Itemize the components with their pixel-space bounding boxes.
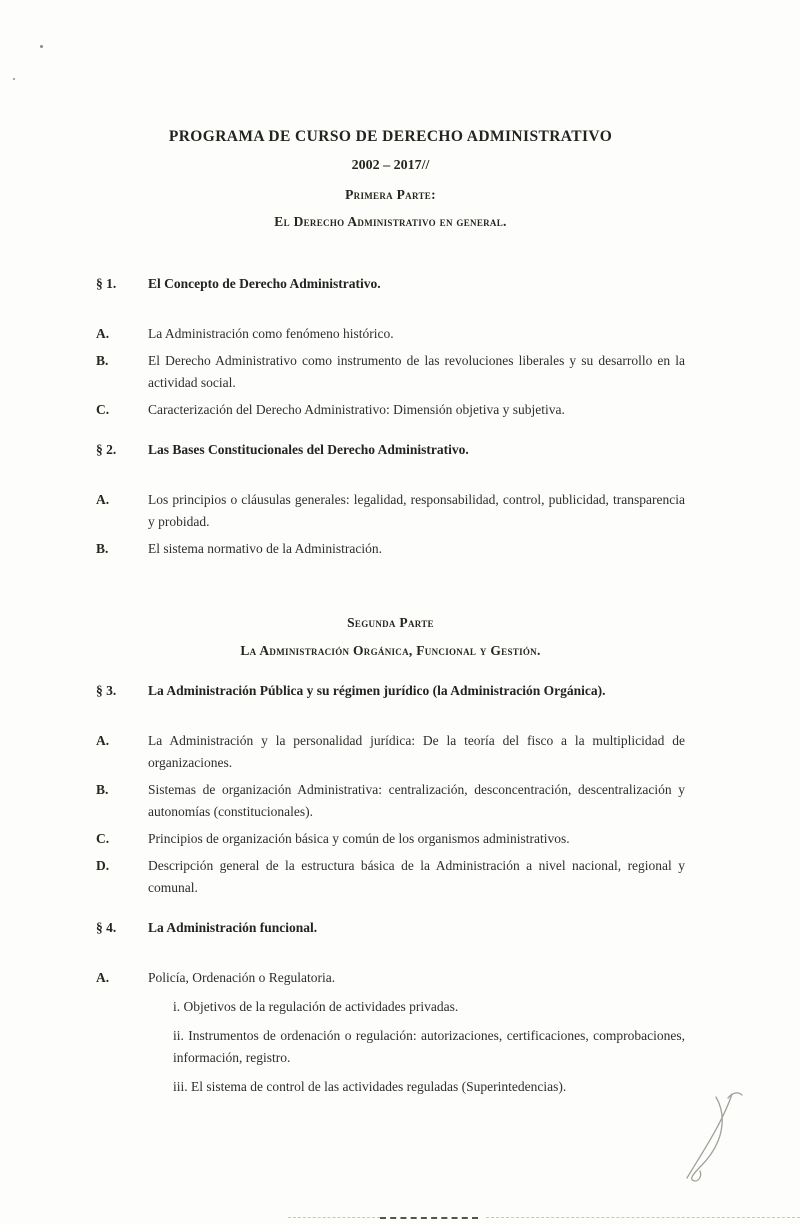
section-number: § 1.: [96, 276, 117, 291]
item-text: Principios de organización básica y común de los organismos administrativos.: [148, 831, 570, 846]
section-heading-row: [96, 917, 685, 939]
item-text: Sistemas de organización Administrativa: centralización, desconcentración, descentralización y autonomías (constitucionales).: [148, 782, 685, 819]
item-label: A.: [96, 326, 110, 341]
sub-item-text: Objetivos de la regulación de actividades privadas.: [183, 999, 459, 1014]
list-item: [96, 538, 685, 560]
scan-edge-segment: [486, 1217, 800, 1218]
item-label: C.: [96, 402, 110, 417]
signature-scribble-icon: [678, 1088, 750, 1184]
sub-item-text: El sistema de control de las actividades reguladas (Superintedencias).: [191, 1079, 567, 1094]
section-title: Las Bases Constitucionales del Derecho Administrativo.: [148, 442, 469, 457]
sub-item: [173, 1076, 685, 1098]
part-one-label: Primera Parte:: [345, 187, 436, 202]
scan-artifact-dot: [40, 45, 43, 48]
sub-item-list: [173, 996, 685, 1098]
sub-item: [173, 1025, 685, 1069]
list-item: [96, 855, 685, 899]
section-heading-row: [96, 273, 685, 295]
section-title: La Administración funcional.: [148, 920, 318, 935]
list-item: [96, 399, 685, 421]
item-label: B.: [96, 782, 109, 797]
part-one-subtitle: El Derecho Administrativo en general.: [274, 214, 507, 229]
section-number: § 3.: [96, 683, 117, 698]
section-heading-row: [96, 439, 685, 461]
section-3: [96, 680, 685, 899]
item-text: Policía, Ordenación o Regulatoria.: [148, 970, 336, 985]
item-label: C.: [96, 831, 110, 846]
list-item: [96, 489, 685, 533]
item-label: D.: [96, 858, 110, 873]
scan-edge-segment: [288, 1217, 380, 1218]
item-text: La Administración y la personalidad jurídica: De la teoría del fisco a la multiplicidad de organizaciones.: [148, 733, 685, 770]
section-title: El Concepto de Derecho Administrativo.: [148, 276, 381, 291]
list-item: [96, 323, 685, 345]
item-label: A.: [96, 970, 110, 985]
item-label: A.: [96, 492, 110, 507]
section-2: [96, 439, 685, 560]
section-4: [96, 917, 685, 1098]
scan-edge-segment: [380, 1217, 478, 1219]
scan-edge-lines: [0, 1216, 800, 1220]
section-number: § 4.: [96, 920, 117, 935]
list-item: [96, 779, 685, 823]
sub-item-label: iii.: [173, 1079, 188, 1094]
sub-item-label: ii.: [173, 1028, 184, 1043]
document-title: PROGRAMA DE CURSO DE DERECHO ADMINISTRATIVO: [168, 128, 613, 145]
section-1: [96, 273, 685, 421]
item-label: A.: [96, 733, 110, 748]
section-heading-row: [96, 680, 685, 702]
sub-item-text: Instrumentos de ordenación o regulación: autorizaciones, certificaciones, comprobaciones, información, registro.: [173, 1028, 686, 1065]
item-text: Caracterización del Derecho Administrativo: Dimensión objetiva y subjetiva.: [148, 402, 565, 417]
section-title: La Administración Pública y su régimen jurídico (la Administración Orgánica).: [148, 683, 606, 698]
list-item: [96, 828, 685, 850]
list-item: [96, 730, 685, 774]
scan-artifact-dot: [13, 78, 15, 80]
sub-item: [173, 996, 685, 1018]
item-text: Descripción general de la estructura básica de la Administración a nivel nacional, regional y comunal.: [148, 858, 685, 895]
part-two-label: Segunda Parte: [347, 615, 434, 630]
list-item: [96, 967, 685, 989]
document-years: 2002 – 2017//: [351, 158, 430, 173]
document-header: [96, 126, 685, 233]
part-two-subtitle: La Administración Orgánica, Funcional y Gestión.: [240, 643, 541, 658]
list-item: [96, 350, 685, 394]
section-number: § 2.: [96, 442, 117, 457]
handwritten-signature-mark: [678, 1088, 750, 1184]
part-two-divider: [96, 612, 685, 662]
item-label: B.: [96, 541, 109, 556]
item-text: El sistema normativo de la Administración.: [148, 541, 382, 556]
item-text: El Derecho Administrativo como instrumento de las revoluciones liberales y su desarrollo en la actividad social.: [148, 353, 685, 390]
item-text: La Administración como fenómeno histórico.: [148, 326, 394, 341]
item-text: Los principios o cláusulas generales: legalidad, responsabilidad, control, publicidad, transparencia y probidad.: [148, 492, 685, 529]
sub-item-label: i.: [173, 999, 181, 1014]
item-label: B.: [96, 353, 109, 368]
